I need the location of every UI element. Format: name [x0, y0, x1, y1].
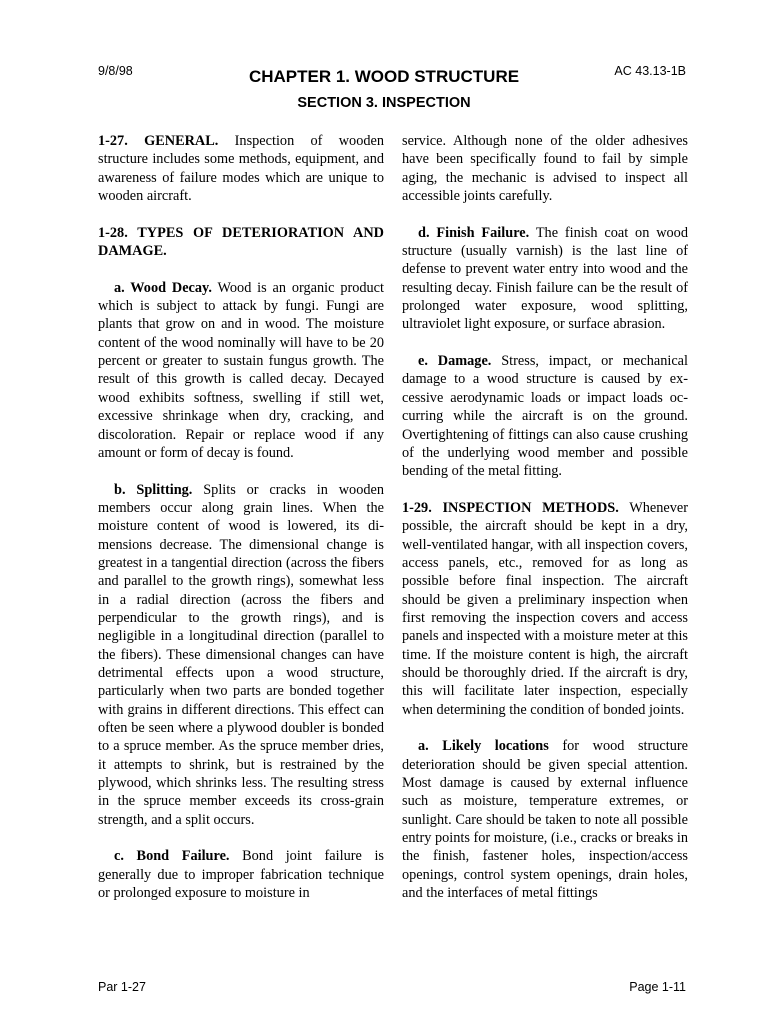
heading-bond-failure: c. Bond Failure. [114, 848, 230, 865]
text-wood-decay: Wood is an organic product which is subject to attack by fungi. Fungi are plants that grow on and in wood. The moisture content of the wood nominally will have to be 20 percent or greater to sustain fungus growth. The result of this growth is called decay. Decayed wood exhibits softness, swelling if still wet, excessive shrinkage when dry, cracking, and discoloration. Repair or replace wood if any amount or form of decay is found. [98, 279, 384, 461]
right-column [402, 132, 688, 921]
heading-inspection-methods: 1-29. INSPECTION METHODS. [402, 499, 619, 516]
heading-damage: e. Damage. [418, 353, 492, 370]
text-finish-failure: The finish coat on wood structure (usually varnish) is the last line of defense to prevent water entry into wood and the resulting decay. Finish failure can be the result of prolonged water exposure, wood splitting, ultraviolet light exposure, or surface abrasion. [402, 224, 688, 333]
paragraph-general [98, 132, 384, 205]
heading-finish-failure: d. Finish Failure. [418, 224, 530, 241]
document-number: AC 43.13-1B [614, 64, 686, 78]
heading-types-of-deterioration: 1-28. TYPES OF DETERIORATION AND DAMAGE. [98, 224, 384, 260]
text-likely-locations: for wood structure deterioration should be given special attention. Most damage is caused by external influence such as moisture, temperature extremes, or sunlight. Care should be taken to note all possible entry points for moisture, (i.e., cracks or breaks in the finish, fastener holes, inspection/access openings, control system openings, drain holes, and the interfaces of metal fittings [402, 738, 688, 902]
left-column [98, 132, 384, 921]
heading-splitting: b. Splitting. [114, 481, 193, 498]
header-date: 9/8/98 [98, 64, 133, 78]
text-inspection-methods: Whenever possible, the aircraft should be kept in a dry, well-ventilated hangar, with all inspection covers, access panels, etc., removed for as long as possible before final inspection. The aircraft should be given a preliminary inspection when first removing the inspection covers and access panels and inspected with a moisture meter at this time. If the moisture content is high, the aircraft should be thoroughly dried. If the aircraft is dry, this will facilitate later inspection, especially when determining the condition of bonded joints. [402, 499, 688, 718]
paragraph-continued: service. Although none of the older adhesives have been specifically found to fail by simple aging, the mechanic is advised to inspect all accessible joints carefully. [402, 133, 688, 205]
footer-page-number: Page 1-11 [629, 980, 686, 994]
text-damage: Stress, impact, or mechanical damage to a wood structure is caused by excessive aerodynamic loads or impact loads occurring while the aircraft is on the ground. Overtightening of fittings can also cause crushing of the underlying wood member and possible bending of the metal fitting. [402, 353, 688, 480]
text-general: Inspection of wooden structure includes some methods, equipment, and awareness of failure modes which are unique to wooden aircraft. [98, 133, 384, 205]
chapter-title: CHAPTER 1. WOOD STRUCTURE [248, 67, 520, 86]
section-title: SECTION 3. INSPECTION [297, 95, 471, 111]
paragraph-wood-decay [98, 279, 384, 462]
paragraph-likely-locations [402, 737, 688, 902]
heading-wood-decay: a. Wood Decay. [114, 279, 212, 296]
paragraph-bond-failure [98, 847, 384, 902]
footer-paragraph-ref: Par 1-27 [98, 980, 146, 994]
paragraph-splitting [98, 481, 384, 830]
paragraph-finish-failure [402, 224, 688, 334]
text-splitting: Splits or cracks in wooden members occur along grain lines. When the moisture content of wood is lowered, its dimensions decrease. The dimensional change is greatest in a tangential direction (across the fibers and parallel to the growth rings), somewhat less in a radial direction (across the fibers and perpendicular to the growth rings), and is negligible in a longitudinal direction (parallel to the fibers). These dimensional changes can have detrimental effects upon a wood structure, particularly when two parts are bonded together with grains in different directions. This effect can often be seen where a plywood doubler is bonded to a spruce member. As the spruce member dries, it attempts to shrink, but is restrained by the plywood, which shrinks less. The resulting stress in the spruce member exceeds its cross-grain strength, and a split occurs. [98, 481, 384, 828]
paragraph-inspection-methods [402, 499, 688, 719]
text-bond-failure: Bond joint failure is generally due to improper fabrication technique or prolonged exposure to moisture in [98, 848, 384, 902]
heading-general: 1-27. GENERAL. [98, 133, 219, 149]
paragraph-damage [402, 352, 688, 480]
heading-likely-locations: a. Likely locations [418, 738, 549, 755]
